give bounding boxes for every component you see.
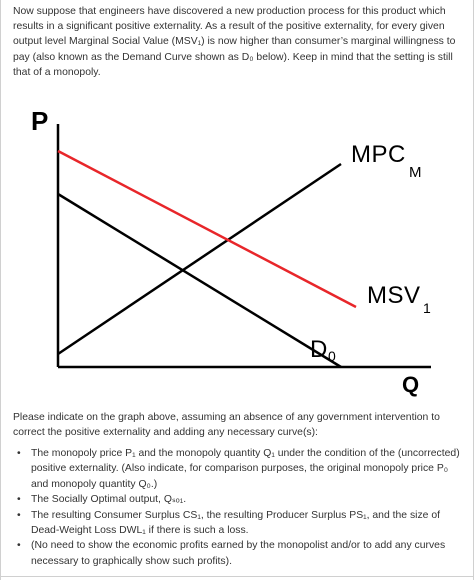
x-axis-label: Q xyxy=(402,372,420,397)
list-item: • (No need to show the economic profits earned by the monopolist and/or to add any curves necessary to graphically show such profits). xyxy=(13,538,463,569)
demand-label: D xyxy=(310,336,328,363)
prompt-paragraph: Please indicate on the graph above, assuming an absence of any government intervention to correct the positive externality and adding any necessary curve(s): xyxy=(13,412,440,439)
msv-label: MSV xyxy=(367,282,421,309)
list-item: • The Socially Optimal output, Qₛₒ₁. xyxy=(13,492,463,507)
list-item: • The resulting Consumer Surplus CS₁, the resulting Producer Surplus PS₁, and the size of Dead-Weight Loss DWL₁ if there is such a loss. xyxy=(13,508,463,539)
bottom-divider xyxy=(0,576,474,577)
intro-paragraph: Now suppose that engineers have discovered a new production process for this product which results in a significant positive externality. As a result of the positive externality, for every given output level Marginal Social Value (MSV₁) is now higher than consumer’s marginal willingness to pay (also known as the Demand Curve shown as D₀ below). Keep in mind that the setting is still that of a monopoly. xyxy=(13,6,456,78)
list-item: • The monopoly price P₁ and the monopoly quantity Q₁ under the condition of the (uncorrected) positive externality. (Also indicate, for comparison purposes, the original monopoly price P₀ and monopoly quantity Q₀.) xyxy=(13,446,463,492)
mpc-curve xyxy=(58,164,341,354)
demand-subscript: 0 xyxy=(328,348,336,364)
mpc-subscript: M xyxy=(409,164,422,181)
task-list xyxy=(13,446,463,569)
economics-graph xyxy=(11,86,464,398)
msv-subscript: 1 xyxy=(423,300,431,316)
mpc-label: MPC xyxy=(351,141,406,168)
page-left-border xyxy=(0,0,1,580)
msv-curve xyxy=(58,151,356,307)
graph-canvas xyxy=(11,86,464,398)
y-axis-label: P xyxy=(31,106,49,136)
demand-curve xyxy=(58,194,341,367)
